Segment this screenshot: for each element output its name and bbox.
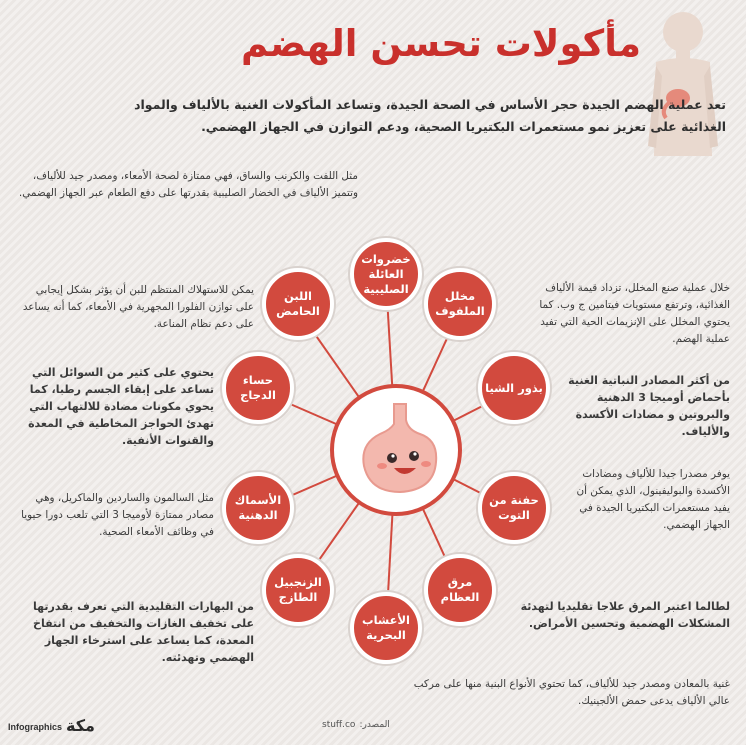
food-node-bone-broth[interactable]: [424, 554, 496, 626]
food-node-ginger[interactable]: [262, 554, 334, 626]
intro-text: تعد عملية الهضم الجيدة حجر الأساس في الصحة الجيدة، وتساعد المأكولات الغنية بالألياف والمواد الغذائية على تعزيز نمو مستعمرات البكتيريا الصحية، ودعم التوازن في الجهاز الهضمي.: [134, 97, 726, 134]
food-label: خضروات العائلة الصليبية: [361, 251, 411, 296]
footer-brand: Infographics: [8, 722, 63, 732]
food-desc-cruciferous: مثل اللفت والكرنب والساق، فهي ممتازة لصحة الأمعاء، ومصدر جيد للألياف، وتتميز الألياف في الخضار الصليبية بقدرتها على دفع الطعام عبر الجهاز الهضمي.: [18, 170, 358, 199]
food-node-berries[interactable]: [478, 472, 550, 544]
source-value: stuff.co: [322, 720, 356, 730]
food-node-fatty-fish[interactable]: [222, 472, 294, 544]
food-label: اللبن الحامض: [276, 289, 320, 318]
food-desc-fatty-fish: مثل السالمون والساردين والماكريل، وهي مصادر ممتازة لأوميجا 3 التي تلعب دورا حيويا في وظائف الأمعاء الصحية.: [21, 492, 214, 538]
footer-source: [318, 720, 390, 730]
food-label: مخلل الملفوف: [435, 289, 485, 318]
food-node-seaweed[interactable]: [350, 592, 422, 664]
food-node-chia[interactable]: [478, 352, 550, 424]
food-desc-bone-broth: لطالما اعتبر المرق علاجا تقليديا لتهدئة المشكلات الهضمية وتحسين الأمراض.: [520, 600, 730, 630]
food-label: مرق العظام: [440, 575, 480, 604]
footer-logo: مكة: [66, 716, 95, 735]
stomach-icon: [350, 400, 446, 500]
page-title: مأكولات تحسن الهضم: [241, 22, 641, 65]
food-desc-seaweed: غنية بالمعادن ومصدر جيد للألياف، كما تحتوي الأنواع البنية منها على مركب عالي الألياف يدعى حمض الألجينيك.: [413, 678, 730, 707]
food-node-sauerkraut[interactable]: [424, 268, 496, 340]
food-desc-chia: من أكثر المصادر النباتية الغنية بأحماض أوميجا 3 الدهنية والبروتين و مضادات الأكسدة والألياف.: [568, 374, 730, 438]
source-label: المصدر:: [359, 720, 390, 730]
food-label: الأسماك الدهنية: [234, 493, 282, 522]
food-node-yogurt[interactable]: [262, 268, 334, 340]
food-desc-ginger: من البهارات التقليدية التي تعرف بقدرتها على تخفيف الغازات والتخفيف من انتفاخ المعدة، كما يساعد على استرخاء الجهاز الهضمي وتهدئته.: [33, 600, 254, 664]
food-desc-yogurt: يمكن للاستهلاك المنتظم للبن أن يؤثر بشكل إيجابي على توازن الفلورا المجهرية في الأمعاء، كما أنه يساعد على دعم نظام المناعة.: [22, 284, 254, 330]
food-node-cruciferous[interactable]: [350, 238, 422, 310]
food-desc-berries: يوفر مصدرا جيدا للألياف ومضادات الأكسدة والبوليفينول، الذي يمكن أن يفيد مستعمرات البكتيريا الجيدة في الجهاز الهضمي.: [576, 468, 730, 531]
food-label: الأعشاب البحرية: [362, 613, 410, 642]
food-label: الزنجبيل الطازج: [274, 575, 322, 604]
food-node-chicken-soup[interactable]: [222, 352, 294, 424]
food-label: حساء الدجاج: [240, 373, 276, 402]
food-desc-chicken-soup: يحتوي على كثير من السوائل التي تساعد على إبقاء الجسم رطبا، كما يحوي مكونات مضادة للالتهاب التي تهدئ الحواجز المخاطية في المعدة والقنوات الأنفية.: [28, 366, 214, 447]
food-label: حفنة من التوت: [489, 493, 539, 522]
food-desc-sauerkraut: خلال عملية صنع المخلل، تزداد قيمة الألياف الغذائية، وترتفع مستويات فيتامين ج وب. كما يحتوي المخلل على الإنزيمات الحية التي تفيد عملية الهضم.: [539, 282, 730, 345]
food-label: بذور الشيا: [485, 380, 543, 395]
